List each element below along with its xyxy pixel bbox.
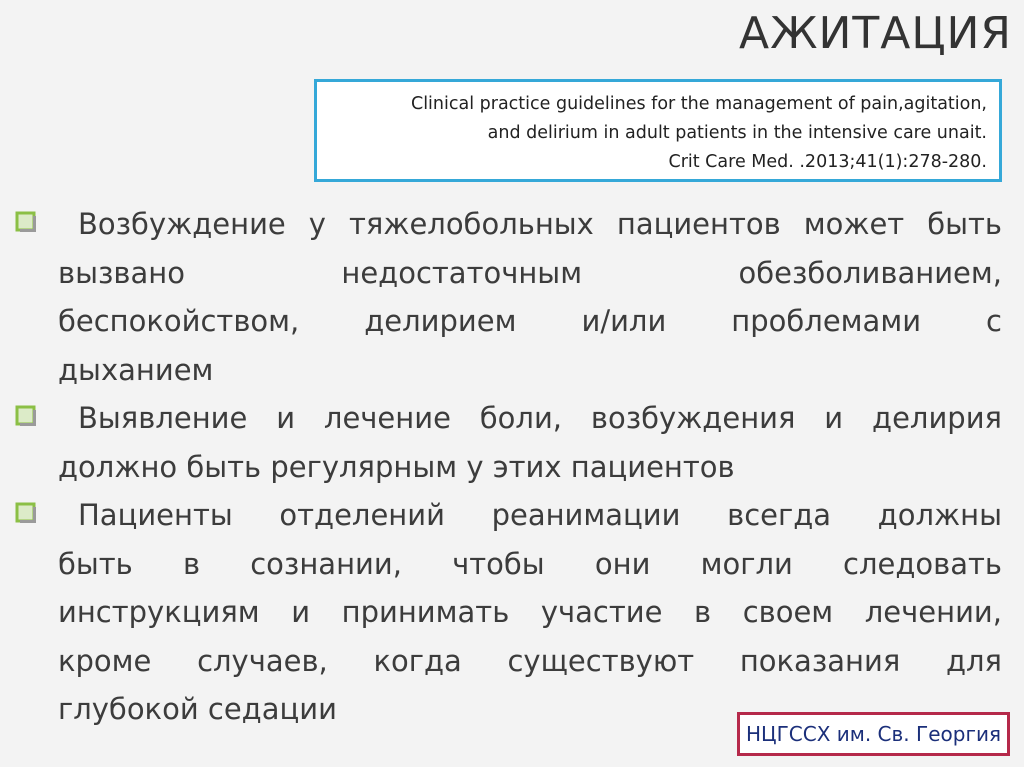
bullet-1-line-1: Возбуждение у тяжелобольных пациентов может быть bbox=[78, 207, 1002, 241]
bullet-3-line-5: глубокой седации bbox=[58, 692, 337, 726]
checkbox-outline-icon bbox=[14, 404, 38, 428]
slide-title: АЖИТАЦИЯ bbox=[738, 8, 1012, 59]
bullet-3-line-4: кроме случаев, когда существуют показания для bbox=[58, 643, 1002, 678]
citation-line-1: Clinical practice guidelines for the management of pain,agitation, bbox=[410, 94, 987, 114]
bullet-2-line-1: Выявление и лечение боли, возбуждения и делирия bbox=[78, 401, 1002, 435]
bullet-1-line-4: дыханием bbox=[58, 352, 214, 387]
bullet-item-1 bbox=[14, 200, 1002, 394]
organization-label: НЦГССХ им. Св. Георгия bbox=[737, 712, 1010, 756]
bullet-item-3 bbox=[14, 491, 1002, 734]
citation-line-2: and delirium in adult patients in the intensive care unait. bbox=[487, 123, 987, 143]
bullet-3-line-1: Пациенты отделений реанимации всегда должны bbox=[78, 498, 1002, 532]
bullet-3-line-3: инструкциям и принимать участие в своем лечении, bbox=[58, 595, 1002, 629]
citation-line-3: Crit Care Med. .2013;41(1):278-280. bbox=[668, 152, 987, 172]
bullet-3-line-2: быть в сознании, чтобы они могли следовать bbox=[58, 546, 1002, 581]
citation-box bbox=[314, 79, 1002, 182]
bullet-list bbox=[14, 200, 1002, 734]
bullet-2-line-2: должно быть регулярным у этих пациентов bbox=[58, 449, 735, 484]
bullet-1-line-2: вызвано недостаточным обезболиванием, bbox=[58, 255, 1002, 290]
bullet-item-2 bbox=[14, 394, 1002, 491]
checkbox-outline-icon bbox=[14, 210, 38, 234]
bullet-1-line-3: беспокойством, делирием и/или проблемами с bbox=[58, 304, 1002, 338]
checkbox-outline-icon bbox=[14, 501, 38, 525]
